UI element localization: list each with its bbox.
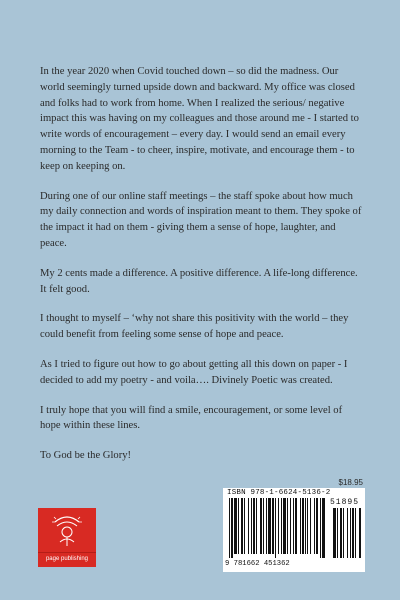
publisher-emblem-icon [38,508,96,552]
blurb-paragraph-4: I thought to myself – ‘why not share this positivity with the world – they could benefit from feeling some sense of hope and peace. [40,313,349,341]
barcode-bars [225,498,364,560]
blurb-closing: To God be the Glory! [40,450,132,462]
blurb-paragraph-5: As I tried to figure out how to go about getting all this down on paper - I decided to add my poetry - and voila…. Divinely Poetic was created. [40,358,348,386]
blurb-paragraph-3: My 2 cents made a difference. A positive difference. A life-long difference. It felt good. [40,267,358,295]
price-label: $18.95 [338,478,363,487]
publisher-logo [38,508,96,566]
barcode-addon-number: 51895 [330,498,360,507]
blurb-paragraph-2: During one of our online staff meetings – the staff spoke about how much my daily connection and words of inspiration meant to them. They spoke of the impact it had on them - giving them a sense of hope, laughter, and peace. [40,190,362,249]
isbn-barcode [223,488,365,572]
blurb-paragraph-1: In the year 2020 when Covid touched down – so did the madness. Our world seemingly turned upside down and backward. My office was closed and folks had to work from home. When I realized the serious/ negative impact this was having on my colleagues and those around me - I started to write words of encouragement – every day. I would send an email every morning to the Team - to cheer, inspire, motivate, and encourage them - to keep on keeping on. [40,66,359,172]
publisher-name: page publishing [38,552,96,567]
barcode-digits: 9 781662 451362 [225,560,290,568]
isbn-label: ISBN 978-1-6624-5136-2 [227,489,331,497]
blurb-paragraph-6: I truly hope that you will find a smile, encouragement, or some level of hope within these lines. [40,404,343,432]
back-cover-blurb [40,64,362,478]
